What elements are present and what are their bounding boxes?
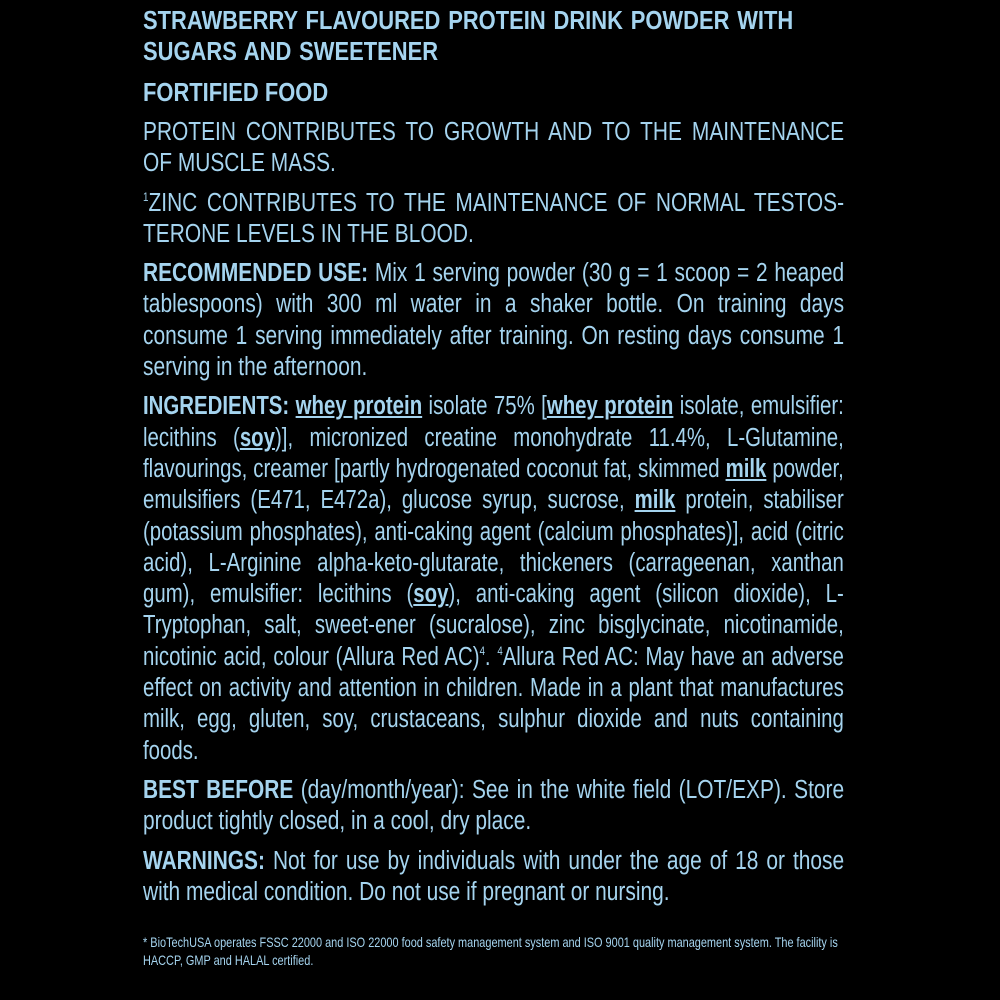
ingredients-text: powder, emulsifiers (E471, E472a), glucose syrup, sucrose, [143, 454, 844, 515]
allergen-milk: milk [725, 454, 767, 483]
fortified-food-heading [143, 78, 848, 109]
allergen-whey-protein: whey protein [546, 392, 674, 421]
allergen-soy: soy [239, 423, 275, 452]
protein-claim [143, 117, 848, 180]
best-before-body [143, 775, 844, 838]
warnings [143, 846, 848, 909]
recommended-use-body [143, 258, 844, 383]
product-title-text: STRAWBERRY FLAVOURED PROTEIN DRINK POWDER WITH SUGARS AND SWEETENER [143, 7, 794, 66]
footnote-marker: 4 [479, 643, 485, 658]
recommended-use-label: RECOMMENDED USE: [143, 259, 369, 288]
recommended-use-text: Mix 1 serving powder (30 g = 1 scoop = 2 heaped tablespoons) with 300 ml water in a shaker bottle. On training days consume 1 serving immediately after training. On resting days consume 1 serving in the afternoon. [143, 259, 845, 382]
protein-claim-text: PROTEIN CONTRIBUTES TO GROWTH AND TO THE MAINTENANCE OF MUSCLE MASS. [143, 118, 845, 178]
ingredients-body [143, 391, 844, 767]
allura-red-warning-text: Allura Red AC: May have an adverse effect on activity and attention in children. Made in a plant that manufactures milk, egg, gluten, soy, crustaceans, sulphur dioxide and nuts containing foods. [143, 642, 844, 765]
best-before-label: BEST BEFORE [143, 775, 294, 804]
ingredients-text: )], micronized creatine monohydrate 11.4%, L-Glutamine, flavourings, creamer [partly hydrogenated coconut fat, skimmed [143, 423, 844, 483]
allergen-milk: milk [634, 486, 676, 515]
fortified-food-text: FORTIFIED FOOD [143, 79, 329, 107]
certification-footnote [143, 933, 848, 969]
footnote-marker: 4 [497, 643, 503, 658]
product-title [143, 6, 848, 68]
ingredients-text: protein, stabiliser (potassium phosphates), anti-caking agent (calcium phosphates)], acid (citric acid), L-Arginine alpha-keto-glutarate, thickeners (carrageenan, xanthan gum), emulsifier: lecithins ( [143, 486, 844, 609]
best-before-text: (day/month/year): See in the white field (LOT/EXP). Store product tightly closed, in a cool, dry place. [143, 775, 845, 836]
warnings-label: WARNINGS: [143, 846, 265, 875]
ingredients-text: isolate, emulsifier: lecithins ( [143, 392, 844, 452]
ingredients-text: ), anti-caking agent (silicon dioxide), L-Tryptophan, salt, sweet-ener (sucralose), zinc bisglycinate, nicotinamide, nicotinic acid, colour (Allura Red AC) [143, 580, 844, 671]
recommended-use [143, 258, 848, 383]
certification-footnote-text: * BioTechUSA operates FSSC 22000 and ISO 22000 food safety management system and ISO 9001 quality management system. The facility is HACCP, GMP and HALAL certified. [143, 934, 838, 969]
best-before [143, 775, 848, 838]
warnings-text: Not for use by individuals with under the age of 18 or those with medical condition. Do not use if pregnant or nursing. [143, 846, 845, 906]
ingredients-text: isolate 75% [ [422, 392, 547, 421]
ingredients-text: . [484, 642, 498, 671]
warnings-body [143, 846, 844, 909]
zinc-claim-text: ZINC CONTRIBUTES TO THE MAINTENANCE OF NORMAL TESTOS-TERONE LEVELS IN THE BLOOD. [143, 188, 845, 248]
allergen-whey-protein: whey protein [295, 392, 423, 421]
ingredients [143, 391, 848, 767]
ingredients-label: INGREDIENTS: [143, 392, 290, 421]
zinc-claim-marker: 1 [143, 189, 149, 204]
zinc-claim [143, 188, 848, 251]
zinc-claim-body [143, 188, 844, 251]
allergen-soy: soy [413, 580, 449, 609]
